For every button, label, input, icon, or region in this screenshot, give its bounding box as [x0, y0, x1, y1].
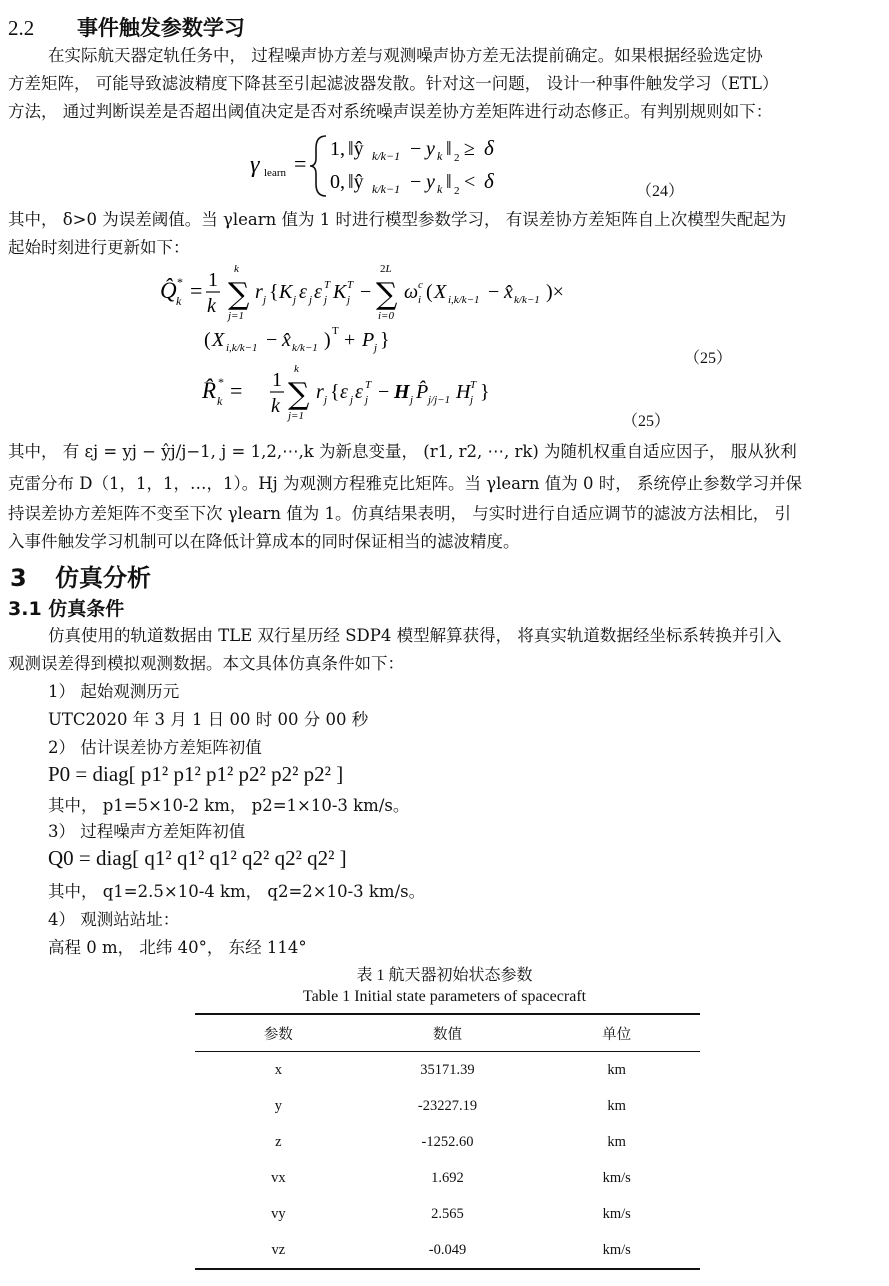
svg-text:}: } [480, 381, 490, 403]
svg-text:1,: 1, [330, 138, 345, 160]
svg-text:k: k [271, 395, 280, 417]
table-cell: km [607, 1133, 626, 1150]
svg-text:1: 1 [272, 369, 282, 391]
svg-text:‖: ‖ [446, 138, 452, 160]
svg-text:j: j [374, 342, 378, 354]
svg-text:P̂: P̂ [416, 381, 429, 403]
equation-25-q [158, 258, 618, 358]
svg-text:−: − [378, 381, 390, 403]
svg-text:δ: δ [484, 136, 494, 160]
paragraph-line: 仿真使用的轨道数据由 TLE 双行星历经 SDP4 模型解算获得， 将真实轨道数据经坐标系转换并引入 [48, 626, 782, 645]
list-item-note: 其中， q1=2.5×10-4 km， q2=2×10-3 km/s。 [48, 882, 426, 901]
svg-text:j: j [263, 294, 267, 306]
svg-text:2L: 2L [380, 263, 392, 275]
svg-text:−: − [488, 281, 500, 303]
paragraph-line: 其中， δ>0 为误差阈值。当 γlearn 值为 1 时进行模型参数学习， 有误差协方差矩阵自上次模型失配起为 [8, 210, 787, 229]
equation-number: （24） [636, 183, 685, 200]
equation-q0: Q0 = diag[ q1² q1² q1² q2² q2² q2² ] [48, 846, 347, 870]
svg-text:j: j [350, 394, 354, 406]
svg-text:H: H [456, 381, 471, 403]
table-cell: vz [271, 1241, 286, 1258]
svg-text:i: i [418, 294, 422, 306]
table-row [195, 1052, 700, 1089]
paragraph-line: 方法， 通过判断误差是否超出阈值决定是否对系统噪声误差协方差矩阵进行动态修正。有判别规则如下： [8, 102, 773, 121]
svg-text:T: T [332, 325, 339, 337]
svg-text:=: = [190, 278, 203, 303]
learn-subscript: learn [264, 167, 286, 179]
svg-text:X: X [434, 281, 447, 303]
svg-text:ε: ε [340, 381, 348, 403]
section-title: 仿真分析 [55, 564, 152, 592]
list-item-value: UTC2020 年 3 月 1 日 00 时 00 分 00 秒 [48, 710, 369, 729]
column-header: 数值 [432, 1026, 462, 1043]
svg-text:j: j [309, 294, 313, 306]
paragraph-line: 在实际航天器定轨任务中， 过程噪声协方差与观测噪声协方差无法提前确定。如果根据经验选定协 [48, 46, 763, 65]
svg-text:r: r [255, 281, 263, 303]
paragraph-line: 持误差协方差矩阵不变至下次 γlearn 值为 1。仿真结果表明， 与实时进行自适应调节的滤波方法相比， 引 [8, 504, 791, 523]
equation-number: （25） [684, 350, 733, 367]
table-caption-en: Table 1 Initial state parameters of spacecraft [302, 988, 587, 1005]
svg-text:‖ŷ: ‖ŷ [348, 138, 364, 160]
svg-text:r: r [316, 381, 324, 403]
table-cell: -23227.19 [417, 1097, 478, 1114]
svg-text:+: + [344, 329, 356, 351]
svg-text:k: k [207, 295, 216, 317]
paragraph-line: 其中， 有 εj = yj − ŷj/j−1, j = 1,2,⋯,k 为新息变量， (r1, r2, ⋯, rk) 为随机权重自适应因子， 服从狄利 [8, 442, 797, 461]
list-item: 4） 观测站站址： [48, 910, 180, 929]
subsection-heading [8, 594, 124, 621]
svg-text:k: k [176, 294, 182, 308]
svg-text:j: j [410, 394, 414, 406]
svg-text:δ: δ [484, 169, 494, 193]
section-title: 事件触发参数学习 [76, 16, 245, 40]
svg-text:∑: ∑ [288, 377, 310, 412]
data-table [195, 1013, 700, 1270]
svg-text:−: − [266, 329, 278, 351]
svg-text:ω: ω [404, 281, 419, 303]
svg-text:k: k [437, 182, 443, 196]
column-header: 参数 [263, 1026, 293, 1043]
svg-text:T: T [347, 279, 354, 291]
svg-text:j: j [324, 394, 328, 406]
svg-text:‖: ‖ [446, 171, 452, 193]
svg-text:−: − [410, 171, 422, 193]
svg-text:k/k−1: k/k−1 [514, 294, 540, 306]
svg-text:*: * [218, 375, 224, 389]
svg-text:K: K [279, 281, 293, 303]
section-heading [8, 12, 245, 42]
svg-text:∑: ∑ [376, 277, 398, 312]
table-row [195, 1232, 700, 1269]
svg-text:T: T [470, 379, 477, 391]
table-cell: km/s [602, 1241, 631, 1258]
svg-text:2: 2 [454, 152, 460, 164]
svg-text:H: H [394, 381, 410, 403]
svg-text:j=1: j=1 [288, 410, 304, 422]
svg-text:k/k−1: k/k−1 [372, 149, 401, 163]
svg-text:j: j [324, 294, 328, 306]
table-cell: km/s [602, 1205, 631, 1222]
paragraph-line: 入事件触发学习机制可以在降低计算成本的同时保证相当的滤波精度。 [8, 532, 520, 551]
svg-text:c: c [418, 279, 423, 291]
table-cell: vx [271, 1169, 286, 1186]
svg-text:): ) [324, 329, 331, 351]
svg-text:x̂: x̂ [504, 281, 513, 303]
svg-text:{: { [269, 281, 279, 303]
table-cell: 2.565 [431, 1205, 464, 1222]
svg-text:∑: ∑ [228, 277, 250, 312]
svg-text:k: k [234, 263, 239, 275]
paragraph-line: 克雷分布 D（1，1，1，…，1）。Hj 为观测方程雅克比矩阵。当 γlearn 值为 0 时， 系统停止参数学习并保 [8, 474, 802, 493]
table-header-row [195, 1014, 700, 1052]
subsection-title: 仿真条件 [48, 598, 125, 620]
svg-text:i,k/k−1: i,k/k−1 [226, 342, 258, 354]
svg-text:2: 2 [454, 185, 460, 197]
svg-text:R̂: R̂ [202, 378, 217, 403]
svg-text:{: { [330, 381, 340, 403]
svg-text:−: − [360, 281, 372, 303]
table-row [195, 1160, 700, 1196]
equation-24 [250, 128, 550, 200]
svg-text:Q̂: Q̂ [160, 278, 177, 303]
table-cell: 1.692 [431, 1169, 464, 1186]
equation-25-r [200, 364, 530, 426]
table-cell: x [274, 1061, 282, 1078]
svg-text:ε: ε [314, 281, 322, 303]
svg-text:=: = [230, 378, 243, 403]
svg-text:k: k [217, 394, 223, 408]
gamma-symbol: γ [250, 152, 260, 178]
svg-text:}: } [380, 329, 390, 351]
svg-text:k/k−1: k/k−1 [292, 342, 318, 354]
svg-text:‖ŷ: ‖ŷ [348, 171, 364, 193]
table-cell: z [275, 1133, 282, 1150]
svg-text:(: ( [426, 281, 433, 303]
section-number: 2.2 [8, 16, 35, 40]
svg-text:−: − [410, 138, 422, 160]
svg-text:j: j [365, 394, 369, 406]
paragraph-line: 方差矩阵， 可能导致滤波精度下降甚至引起滤波器发散。针对这一问题， 设计一种事件触发学习（ETL） [8, 74, 779, 93]
svg-text:ε: ε [299, 281, 307, 303]
equation-p0: P0 = diag[ p1² p1² p1² p2² p2² p2² ] [48, 762, 344, 786]
table-cell: km [607, 1061, 626, 1078]
table-cell: -1252.60 [421, 1133, 474, 1150]
column-header: 单位 [602, 1026, 632, 1043]
table-row [195, 1088, 700, 1124]
svg-text:y: y [426, 138, 435, 160]
list-item: 3） 过程噪声方差矩阵初值 [48, 822, 246, 841]
table-cell: y [274, 1097, 282, 1114]
paragraph-line: 观测误差得到模拟观测数据。本文具体仿真条件如下： [8, 654, 404, 673]
list-item-value: 高程 0 m， 北纬 40°， 东经 114° [48, 938, 307, 957]
table-caption-cn: 表 1 航天器初始状态参数 [356, 967, 533, 984]
table-cell: km [607, 1097, 626, 1114]
svg-text:j: j [347, 294, 351, 306]
table-row [195, 1124, 700, 1160]
list-item: 2） 估计误差协方差矩阵初值 [48, 738, 262, 757]
svg-text:≥: ≥ [464, 138, 475, 160]
table-cell: vy [271, 1205, 286, 1222]
svg-text:j: j [470, 394, 474, 406]
section-number: 3 [10, 564, 27, 592]
svg-text:X: X [212, 329, 225, 351]
svg-text:T: T [365, 379, 372, 391]
svg-text:T: T [324, 279, 331, 291]
list-item-note: 其中， p1=5×10-2 km， p2=1×10-3 km/s。 [48, 796, 410, 815]
list-item: 1） 起始观测历元 [48, 682, 180, 701]
table-cell: -0.049 [428, 1241, 467, 1258]
section-heading [10, 558, 151, 593]
svg-text:k/k−1: k/k−1 [372, 182, 401, 196]
svg-text:P: P [362, 329, 375, 351]
svg-text:(: ( [204, 329, 211, 351]
subsection-number: 3.1 [8, 598, 42, 620]
table-row [195, 1196, 700, 1232]
left-brace [310, 136, 326, 196]
svg-text:1: 1 [208, 269, 218, 291]
svg-text:y: y [426, 171, 435, 193]
svg-text:*: * [177, 275, 183, 289]
svg-text:ε: ε [355, 381, 363, 403]
paragraph-line: 起始时刻进行更新如下： [8, 238, 190, 257]
svg-text:k: k [294, 364, 299, 375]
equals-sign: = [294, 151, 307, 176]
svg-text:j=1: j=1 [228, 310, 244, 322]
svg-text:i=0: i=0 [378, 310, 394, 322]
equation-number: （25） [622, 413, 671, 430]
svg-text:K: K [333, 281, 347, 303]
svg-text:<: < [464, 171, 476, 193]
svg-text:)×: )× [546, 281, 564, 303]
table-cell: 35171.39 [420, 1061, 475, 1078]
svg-text:x̂: x̂ [282, 329, 291, 351]
svg-text:k: k [437, 149, 443, 163]
svg-text:i,k/k−1: i,k/k−1 [448, 294, 480, 306]
table-cell: km/s [602, 1169, 631, 1186]
svg-text:0,: 0, [330, 171, 345, 193]
svg-text:j: j [293, 294, 297, 306]
svg-text:j/j−1: j/j−1 [428, 394, 451, 406]
